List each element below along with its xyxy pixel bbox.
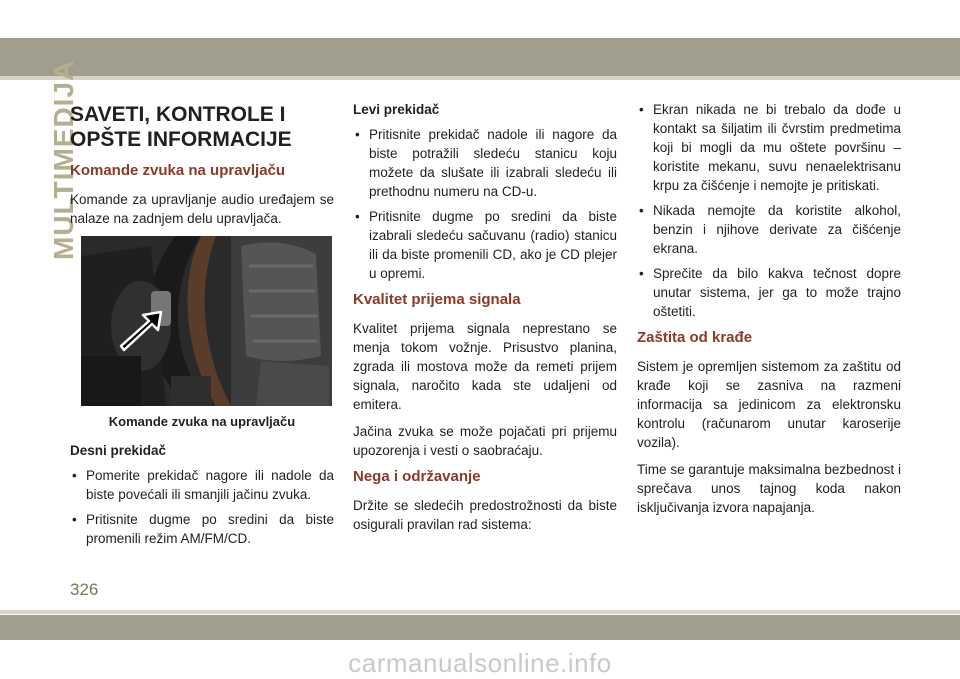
bottom-rule <box>0 610 960 614</box>
top-rule <box>0 76 960 80</box>
right-switch-list <box>70 466 334 548</box>
page-title-line-2: OPŠTE INFORMACIJE <box>70 128 292 151</box>
section-side-label: MULTIMEDIJA <box>48 59 79 260</box>
audio-controls-paragraph: Komande za upravljanje audio uređajem se nalaze na zadnjem delu upravljača. <box>70 192 334 226</box>
signal-paragraph-1: Kvalitet prijema signala neprestano se menja tokom vožnje. Prisustvo planina, zgrada ili mostova može da remeti prijem signala, naročito kada ste udaljeni od emitera. <box>353 321 617 412</box>
heading-theft-protection: Zaštita od krađe <box>637 329 753 346</box>
bottom-band <box>0 615 960 640</box>
list-item: • Nikada nemojte da koristite alkohol, benzin i njihove derivate za čišćenje ekrana. <box>637 201 901 258</box>
column-2 <box>353 100 617 542</box>
list-item: • Pritisnite prekidač nadole ili nagore da biste potražili sledeću stanicu koju možete da slušate ili izabrali sledeću ili prethodnu numeru na CD-u. <box>353 125 617 201</box>
heading-left-switch: Levi prekidač <box>353 102 440 117</box>
list-item: • Sprečite da bilo kakva tečnost dopre unutar sistema, jer ga to može trajno oštetiti. <box>637 264 901 321</box>
column-1 <box>70 100 334 554</box>
care-paragraph: Držite se sledećih predostrožnosti da biste osigurali pravilan rad sistema: <box>353 498 617 532</box>
column-3 <box>637 100 901 525</box>
page-number: 326 <box>70 580 99 599</box>
heading-signal-quality: Kvalitet prijema signala <box>353 291 521 308</box>
list-item: • Ekran nikada ne bi trebalo da dođe u kontakt sa šiljatim ili čvrstim predmetima koji bi mogli da mu oštete površinu – koristite mekanu, suvu nenaelektrisanu krpu za čišćenje i nemojte je pritiskati. <box>637 100 901 195</box>
heading-audio-controls: Komande zvuka na upravljaču <box>70 162 286 179</box>
page-title-line-1: SAVETI, KONTROLE I <box>70 103 286 126</box>
list-item: • Pomerite prekidač nagore ili nadole da biste povećali ili smanjili jačinu zvuka. <box>70 466 334 504</box>
left-switch-list <box>353 125 617 283</box>
heading-right-switch: Desni prekidač <box>70 443 167 458</box>
page-title <box>70 102 334 152</box>
top-band <box>0 38 960 76</box>
figure-caption: Komande zvuka na upravljaču <box>108 414 296 429</box>
care-list <box>637 100 901 321</box>
list-item: • Pritisnite dugme po sredini da biste promenili režim AM/FM/CD. <box>70 510 334 548</box>
steering-wheel-photo <box>81 236 332 406</box>
theft-paragraph-2: Time se garantuje maksimalna bezbednost i sprečava unos tajnog koda nakon isključivanja izvora napajanja. <box>637 462 901 515</box>
list-item: • Pritisnite dugme po sredini da biste izabrali sledeću sačuvanu (radio) stanicu ili da biste promenili CD, ako je CD plejer u opremi. <box>353 207 617 283</box>
watermark: carmanualsonline.info <box>348 648 612 678</box>
heading-care-maintenance: Nega i održavanje <box>353 468 481 485</box>
signal-paragraph-2: Jačina zvuka se može pojačati pri prijemu upozorenja i vesti o saobraćaju. <box>353 424 617 458</box>
theft-paragraph-1: Sistem je opremljen sistemom za zaštitu od krađe koji se zasniva na razmeni informacija sa jedinicom za elektronsku kontrolu (računarom unutar karoserije vozila). <box>637 359 901 450</box>
